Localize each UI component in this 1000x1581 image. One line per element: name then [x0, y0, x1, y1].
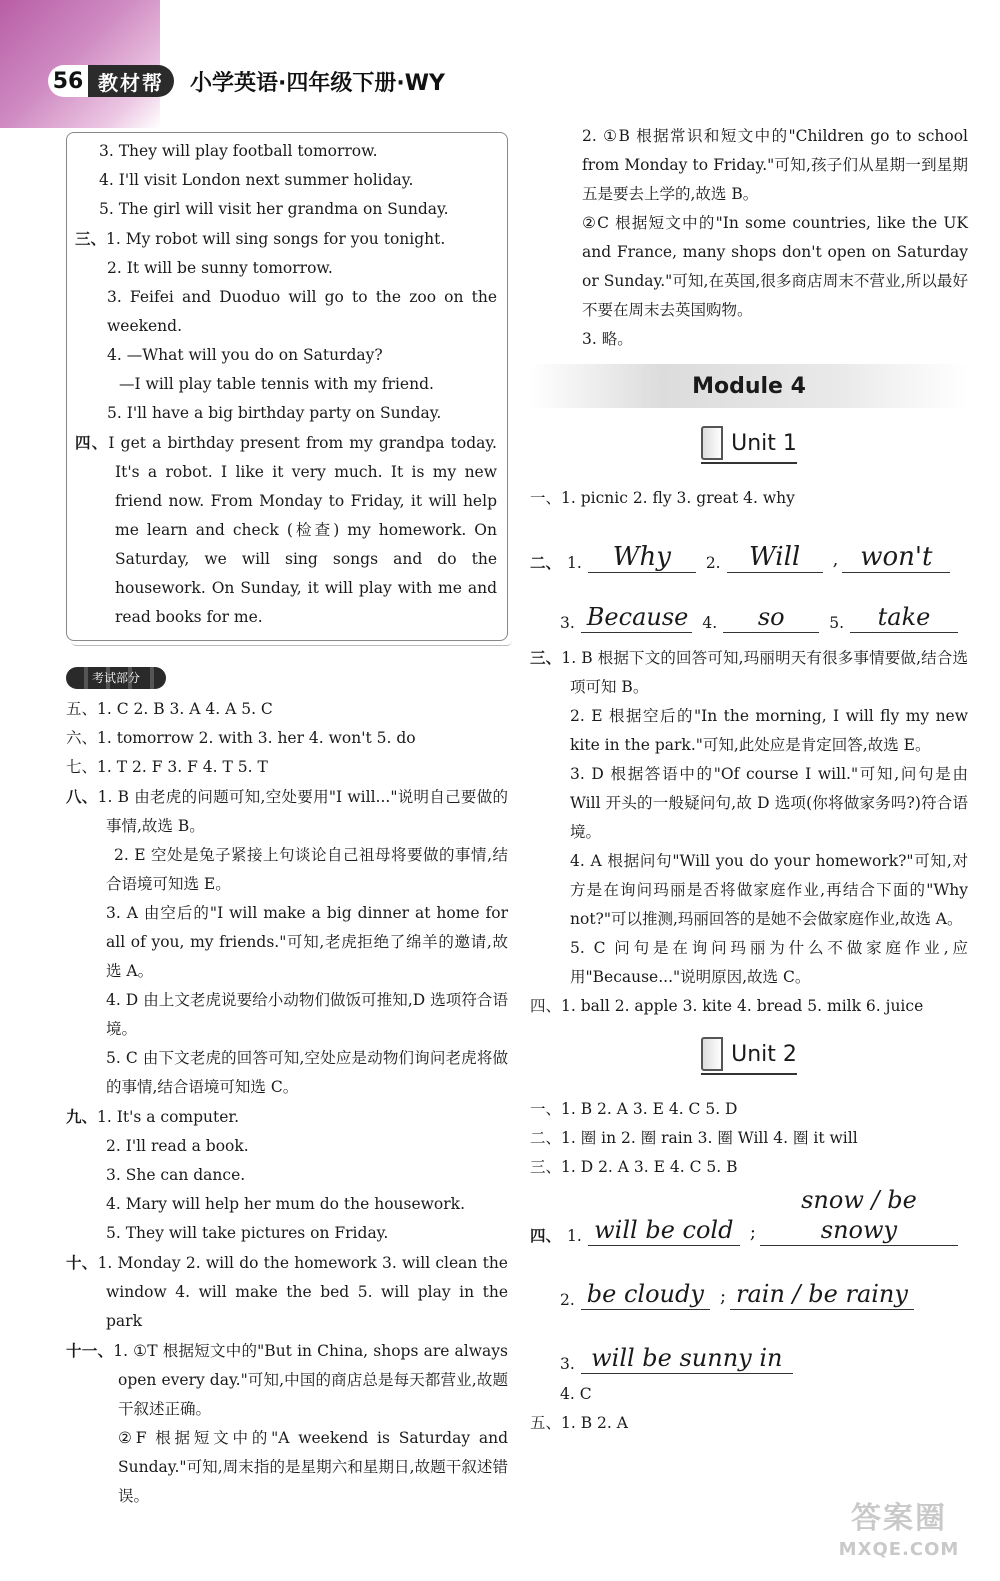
list-item: 4. —What will you do on Saturday?: [107, 346, 383, 364]
brand-label: 教材帮: [88, 65, 174, 97]
list-item: 2. ①B 根据常识和短文中的"Children go to school from Monday to Friday."可知,孩子们从星期一到星期五是要去上学的,故选 B。: [582, 127, 968, 203]
watermark-logo: 答案圈: [851, 1501, 947, 1536]
handwritten-answer: Why: [588, 542, 696, 573]
section-label: 二、: [530, 553, 562, 572]
box-line: 4. I'll visit London next summer holiday.: [99, 171, 414, 189]
section-5: 五、1. C 2. B 3. A 4. A 5. C: [66, 700, 273, 718]
section-9: 九、1. It's a computer.: [66, 1107, 240, 1126]
box-line: 5. The girl will visit her grandma on Sunday.: [99, 200, 449, 218]
handwritten-answer: so: [723, 602, 819, 633]
module-title: Module 4: [530, 364, 968, 408]
u2-section-4-row3: 3. will be sunny in: [530, 1310, 968, 1374]
section-7: 七、1. T 2. F 3. F 4. T 5. T: [66, 758, 268, 776]
book-icon: [701, 1037, 723, 1071]
handwritten-answer: take: [850, 602, 958, 633]
u2-section-4-row2: 2. be cloudy ; rain / be rainy: [530, 1246, 968, 1310]
section-10: 十、1. Monday 2. will do the homework 3. will clean the window 4. will make the bed 5. will play in the park: [66, 1253, 508, 1330]
u2-section-5: 五、1. B 2. A: [530, 1414, 628, 1432]
list-item: 3. A 由空后的"I will make a big dinner at home for all of you, my friends."可知,老虎拒绝了绵羊的邀请,故选 A。: [106, 904, 508, 980]
answer-box: [66, 132, 508, 641]
list-item: 4. C: [560, 1385, 592, 1403]
handwritten-answer: be cloudy: [581, 1279, 710, 1310]
list-item: 2. I'll read a book.: [106, 1137, 249, 1155]
u2-section-3: 三、1. D 2. A 3. E 4. C 5. B: [530, 1158, 738, 1176]
handwritten-answer: will be cold: [588, 1215, 740, 1246]
list-item: 3. D 根据答语中的"Of course I will."可知,问句是由 Will 开头的一般疑问句,故 D 选项(你将做家务吗?)符合语境。: [570, 765, 968, 841]
section-11: 十一、1. ①T 根据短文中的"But in China, shops are always open every day."可知,中国的商店总是每天都营业,故题干叙述正确。: [66, 1341, 508, 1418]
section-label: 三、: [75, 229, 107, 248]
section-label: 四、: [530, 1226, 562, 1245]
section-3: 三、1. My robot will sing songs for you tonight.: [75, 229, 446, 248]
u1-section-2-row1: 二、 1. Why 2. Will , won't: [530, 513, 968, 573]
u2-section-4-row1: 四、 1. will be cold ; snow / be snowy: [530, 1182, 968, 1246]
list-item: 4. Mary will help her mum do the housework.: [106, 1195, 465, 1213]
section-label: 九、: [66, 1107, 98, 1126]
u1-section-4: 四、1. ball 2. apple 3. kite 4. bread 5. milk 6. juice: [530, 997, 924, 1015]
handwritten-answer: rain / be rainy: [730, 1279, 914, 1310]
u1-section-1: 一、1. picnic 2. fly 3. great 4. why: [530, 489, 795, 507]
list-item: ②C 根据短文中的"In some countries, like the UK and France, many shops don't open on Saturday or Sunday."可知,在英国,很多商店周末不营业,所以最好不要在周末去英国购物。: [582, 214, 968, 319]
left-column: [66, 132, 508, 1511]
handwritten-answer: Will: [727, 542, 823, 573]
section-label: 十、: [66, 1253, 98, 1272]
handwritten-answer: snow / be snowy: [760, 1185, 958, 1246]
watermark: [814, 1499, 984, 1571]
list-item: 2. It will be sunny tomorrow.: [107, 259, 333, 277]
unit-title: Unit 1: [731, 430, 797, 456]
u2-section-1: 一、1. B 2. A 3. E 4. C 5. D: [530, 1100, 738, 1118]
list-item: 2. E 空处是兔子紧接上句谈论自己祖母将要做的事情,结合语境可知选 E。: [106, 846, 508, 893]
passage-text: I get a birthday present from my grandpa today. It's a robot. I like it very much. It is my new friend now. From Monday to Friday, it will help me learn and check (检查) my homework. On Saturday, we will sing songs and do the housework. On Sunday, it will play with me and read books for me.: [108, 434, 497, 626]
unit-1-header: [530, 424, 968, 466]
list-item: 3. 略。: [582, 330, 633, 348]
list-item: 4. D 由上文老虎说要给小动物们做饭可推知,D 选项符合语境。: [106, 991, 508, 1038]
list-item: 5. C 问句是在询问玛丽为什么不做家庭作业,应用"Because..."说明原因,故选 C。: [570, 939, 968, 986]
book-title: 小学英语·四年级下册·WY: [190, 70, 445, 96]
handwritten-answer: Because: [581, 602, 693, 633]
section-label: 四、: [75, 433, 109, 452]
right-column: [530, 122, 968, 1438]
list-item: 2. E 根据空后的"In the morning, I will fly my new kite in the park."可知,此处应是肯定回答,故选 E。: [570, 707, 968, 754]
list-item: 3. Feifei and Duoduo will go to the zoo on the weekend.: [107, 288, 497, 335]
section-label: 三、: [530, 648, 562, 667]
section-8: 八、1. B 由老虎的问题可知,空处要用"I will..."说明自己要做的事情,故选 B。: [66, 787, 508, 835]
handwritten-answer: won't: [842, 542, 950, 573]
section-label: 十一、: [66, 1341, 114, 1360]
handwritten-answer: will be sunny in: [581, 1343, 793, 1374]
list-item: 5. I'll have a big birthday party on Sunday.: [107, 404, 442, 422]
list-item: —I will play table tennis with my friend.: [119, 375, 434, 393]
u1-section-3: 三、1. B 根据下文的回答可知,玛丽明天有很多事情要做,结合选项可知 B。: [530, 648, 968, 696]
book-icon: [701, 426, 723, 460]
list-item: 5. They will take pictures on Friday.: [106, 1224, 389, 1242]
watermark-url: MXQE.COM: [838, 1539, 960, 1560]
list-item: 5. C 由下文老虎的回答可知,空处应是动物们询问老虎将做的事情,结合语境可知选 C。: [106, 1049, 508, 1096]
list-item: ②F 根据短文中的"A weekend is Saturday and Sunday."可知,周末指的是星期六和星期日,故题干叙述错误。: [118, 1429, 508, 1505]
list-item: 4. A 根据问句"Will you do your homework?"可知,对方是在询问玛丽是否将做家庭作业,再结合下面的"Why not?"可以推测,玛丽回答的是她不会做家庭作业,故选 A。: [570, 852, 968, 928]
u1-section-2-row2: 3. Because 4. so 5. take: [530, 573, 968, 633]
section-6: 六、1. tomorrow 2. with 3. her 4. won't 5. do: [66, 729, 416, 747]
unit-title: Unit 2: [731, 1041, 797, 1067]
page-number: 56: [48, 65, 88, 97]
unit-2-header: [530, 1035, 968, 1077]
section-4: [75, 428, 497, 632]
section-label: 八、: [66, 787, 98, 806]
box-line: 3. They will play football tomorrow.: [99, 142, 378, 160]
page-header: [48, 64, 445, 98]
exam-section-badge: 考试部分: [66, 667, 166, 689]
u2-section-2: 二、1. 圈 in 2. 圈 rain 3. 圈 Will 4. 圈 it will: [530, 1129, 858, 1147]
list-item: 3. She can dance.: [106, 1166, 246, 1184]
